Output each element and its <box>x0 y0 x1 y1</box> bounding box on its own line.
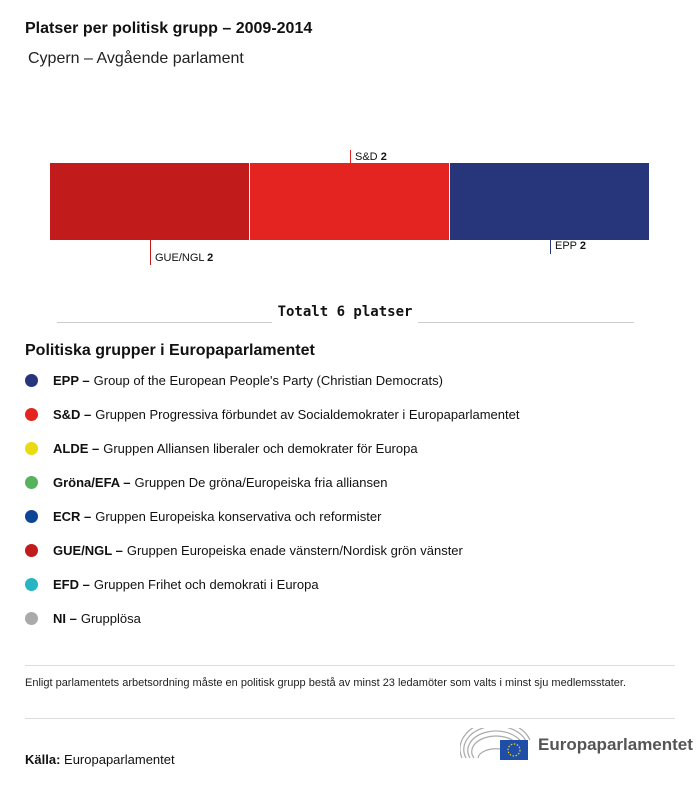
legend-item <box>25 611 141 626</box>
data-label <box>155 252 213 264</box>
legend-name: Gruppen Europeiska enade vänstern/Nordisk grön vänster <box>126 543 463 558</box>
legend-item <box>25 373 443 388</box>
legend-title: Politiska grupper i Europaparlamentet <box>25 342 315 359</box>
source <box>25 752 175 767</box>
legend-item <box>25 577 319 592</box>
divider <box>25 718 675 719</box>
source-value: Europaparlamentet <box>64 752 175 767</box>
legend-name: Grupplösa <box>80 611 141 626</box>
chart-title: Platser per politisk grupp – 2009-2014 <box>25 20 313 37</box>
footnote: Enligt parlamentets arbetsordning måste en politisk grupp bestå av minst 23 ledamöter som valts i minst sju medlemsstater. <box>25 677 626 689</box>
legend-abbr: Gröna/EFA – <box>53 475 131 490</box>
divider <box>418 322 634 323</box>
data-label-group: EPP <box>555 240 580 252</box>
bar-segment-epp <box>450 163 649 240</box>
legend-abbr: GUE/NGL – <box>53 543 123 558</box>
legend-item <box>25 475 387 490</box>
legend-item <box>25 543 463 558</box>
data-label <box>355 151 387 163</box>
label-leader-line <box>550 240 551 254</box>
legend-dot-icon <box>25 408 38 421</box>
divider <box>25 665 675 666</box>
source-label: Källa: <box>25 752 61 767</box>
legend-name: Gruppen Progressiva förbundet av Socialdemokrater i Europaparlamentet <box>95 407 520 422</box>
legend-abbr: ALDE – <box>53 441 100 456</box>
bar-segment-guengl <box>50 163 249 240</box>
data-label-group: GUE/NGL <box>155 252 208 264</box>
legend-abbr: EFD – <box>53 577 90 592</box>
legend-abbr: S&D – <box>53 407 92 422</box>
legend-dot-icon <box>25 510 38 523</box>
legend-dot-icon <box>25 578 38 591</box>
data-label-value: 2 <box>579 240 586 252</box>
label-leader-line <box>150 240 151 265</box>
legend-dot-icon <box>25 544 38 557</box>
legend-dot-icon <box>25 476 38 489</box>
legend-name: Gruppen De gröna/Europeiska fria alliansen <box>134 475 388 490</box>
label-leader-line <box>350 150 351 163</box>
data-label <box>555 240 586 252</box>
legend-name: Group of the European People's Party (Christian Democrats) <box>93 373 443 388</box>
hemicycle-icon <box>460 728 532 762</box>
legend-abbr: EPP – <box>53 373 90 388</box>
legend-dot-icon <box>25 442 38 455</box>
legend-name: Gruppen Frihet och demokrati i Europa <box>93 577 319 592</box>
eu-flag-icon <box>500 740 528 760</box>
chart-subtitle: Cypern – Avgående parlament <box>28 50 244 67</box>
legend-abbr: ECR – <box>53 509 92 524</box>
europarl-logo <box>460 728 693 762</box>
data-label-value: 2 <box>207 252 214 264</box>
bar-segment-sd <box>250 163 449 240</box>
legend-dot-icon <box>25 374 38 387</box>
legend-item <box>25 441 418 456</box>
legend-abbr: NI – <box>53 611 77 626</box>
divider <box>57 322 272 323</box>
legend-name: Gruppen Alliansen liberaler och demokrater för Europa <box>103 441 418 456</box>
legend-item <box>25 509 381 524</box>
data-label-group: S&D <box>355 151 381 163</box>
total-seats-label: Totalt 6 platser <box>277 304 413 320</box>
logo-text: Europaparlamentet <box>538 735 693 754</box>
legend-name: Gruppen Europeiska konservativa och reformister <box>95 509 382 524</box>
data-label-value: 2 <box>380 151 387 163</box>
legend-item <box>25 407 519 422</box>
legend-dot-icon <box>25 612 38 625</box>
